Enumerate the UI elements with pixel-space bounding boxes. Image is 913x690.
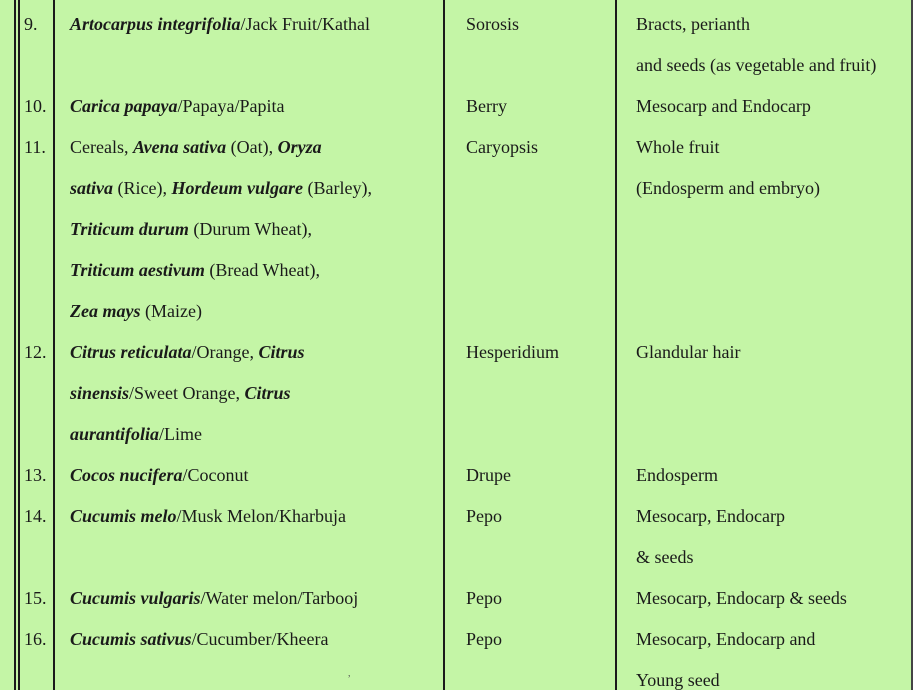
species-name-line: [70, 209, 372, 250]
species-name-line: [70, 4, 370, 45]
scientific-name: Oryza: [277, 137, 322, 157]
edible-part-cell: [636, 332, 740, 373]
scientific-name: Cocos nucifera: [70, 465, 183, 485]
common-name-text: (Durum Wheat),: [188, 219, 313, 239]
scientific-name: sinensis: [70, 383, 130, 403]
row-number: 13.: [24, 465, 47, 485]
species-name-cell: [70, 578, 358, 619]
fruit-type-cell: Caryopsis: [466, 137, 538, 157]
species-name-cell: [70, 455, 249, 496]
species-name-line: [70, 291, 372, 332]
species-name-line: [70, 250, 372, 291]
species-name-line: [70, 373, 305, 414]
edible-part-line: Glandular hair: [636, 342, 741, 362]
edible-part-cell: [636, 127, 820, 209]
common-name-text: (Rice),: [113, 178, 172, 198]
common-name-text: (Oat),: [226, 137, 278, 157]
common-name-text: /Coconut: [182, 465, 249, 485]
table-row: [0, 127, 913, 332]
scientific-name: Citrus: [244, 383, 291, 403]
common-name-text: (Bread Wheat),: [204, 260, 320, 280]
row-number: 16.: [24, 629, 47, 649]
edible-part-line: Bracts, perianth: [636, 14, 750, 34]
scientific-name: Citrus reticulata: [70, 342, 192, 362]
fruit-type-cell: Hesperidium: [466, 342, 559, 362]
species-name-line: [70, 414, 305, 455]
row-number: 11.: [24, 137, 46, 157]
scientific-name: Cucumis sativus: [70, 629, 192, 649]
edible-part-cell: [636, 4, 876, 86]
row-number: 10.: [24, 96, 47, 116]
scientific-name: Triticum aestivum: [70, 260, 205, 280]
species-name-cell: [70, 86, 284, 127]
edible-part-cell: [636, 86, 811, 127]
edible-part-line: & seeds: [636, 547, 694, 567]
scientific-name: Carica papaya: [70, 96, 178, 116]
edible-part-cell: [636, 619, 815, 690]
edible-part-line: Mesocarp and Endocarp: [636, 96, 811, 116]
stray-mark: ,: [348, 668, 351, 679]
common-name-text: /Water melon/Tarbooj: [200, 588, 359, 608]
edible-part-cell: [636, 496, 785, 578]
species-name-cell: [70, 496, 346, 537]
common-name-text: /Musk Melon/Kharbuja: [176, 506, 346, 526]
scientific-name: Citrus: [258, 342, 305, 362]
table-row: [0, 86, 913, 127]
scientific-name: Cucumis vulgaris: [70, 588, 201, 608]
fruit-type-cell: Pepo: [466, 588, 502, 608]
edible-part-line: Mesocarp, Endocarp and: [636, 629, 816, 649]
common-name-text: /Sweet Orange,: [129, 383, 245, 403]
common-name-text: /Cucumber/Kheera: [191, 629, 329, 649]
edible-part-cell: [636, 455, 718, 496]
fruit-type-cell: Drupe: [466, 465, 511, 485]
table-row: [0, 578, 913, 619]
species-name-line: [70, 496, 346, 537]
scientific-name: aurantifolia: [70, 424, 160, 444]
species-name-cell: [70, 619, 329, 660]
species-name-cell: [70, 332, 305, 455]
table-row: [0, 332, 913, 455]
row-number: 12.: [24, 342, 47, 362]
species-name-cell: [70, 4, 370, 45]
table-row: [0, 496, 913, 578]
fruit-type-cell: Pepo: [466, 506, 502, 526]
scientific-name: Hordeum vulgare: [171, 178, 303, 198]
common-name-text: (Maize): [140, 301, 202, 321]
species-name-line: [70, 619, 329, 660]
species-name-line: [70, 168, 372, 209]
common-name-text: Cereals,: [70, 137, 133, 157]
scientific-name: Zea mays: [70, 301, 141, 321]
fruit-type-cell: Berry: [466, 96, 507, 116]
edible-part-line: Mesocarp, Endocarp: [636, 506, 785, 526]
row-number: 9.: [24, 14, 38, 34]
fruit-type-cell: Sorosis: [466, 14, 520, 34]
edible-part-line: (Endosperm and embryo): [636, 178, 820, 198]
edible-part-line: Endosperm: [636, 465, 718, 485]
edible-part-line: Whole fruit: [636, 137, 720, 157]
fruit-type-cell: Pepo: [466, 629, 502, 649]
edible-part-line: and seeds (as vegetable and fruit): [636, 55, 877, 75]
scientific-name: sativa: [70, 178, 113, 198]
scientific-name: Artocarpus integrifolia: [70, 14, 241, 34]
species-name-line: [70, 86, 284, 127]
common-name-text: /Jack Fruit/Kathal: [240, 14, 371, 34]
scientific-name: Triticum durum: [70, 219, 189, 239]
scientific-name: Cucumis melo: [70, 506, 177, 526]
edible-part-line: Mesocarp, Endocarp & seeds: [636, 588, 847, 608]
species-name-line: [70, 332, 305, 373]
common-name-text: /Orange,: [191, 342, 259, 362]
species-name-cell: [70, 127, 372, 332]
species-name-line: [70, 455, 249, 496]
common-name-text: /Lime: [159, 424, 203, 444]
common-name-text: (Barley),: [303, 178, 372, 198]
row-number: 15.: [24, 588, 47, 608]
table-row: [0, 619, 913, 690]
species-name-line: [70, 578, 358, 619]
table-row: [0, 4, 913, 86]
table-row: [0, 455, 913, 496]
scientific-name: Avena sativa: [132, 137, 227, 157]
edible-part-cell: [636, 578, 847, 619]
row-number: 14.: [24, 506, 47, 526]
edible-part-line: Young seed: [636, 670, 720, 690]
species-name-line: [70, 127, 372, 168]
common-name-text: /Papaya/Papita: [177, 96, 285, 116]
